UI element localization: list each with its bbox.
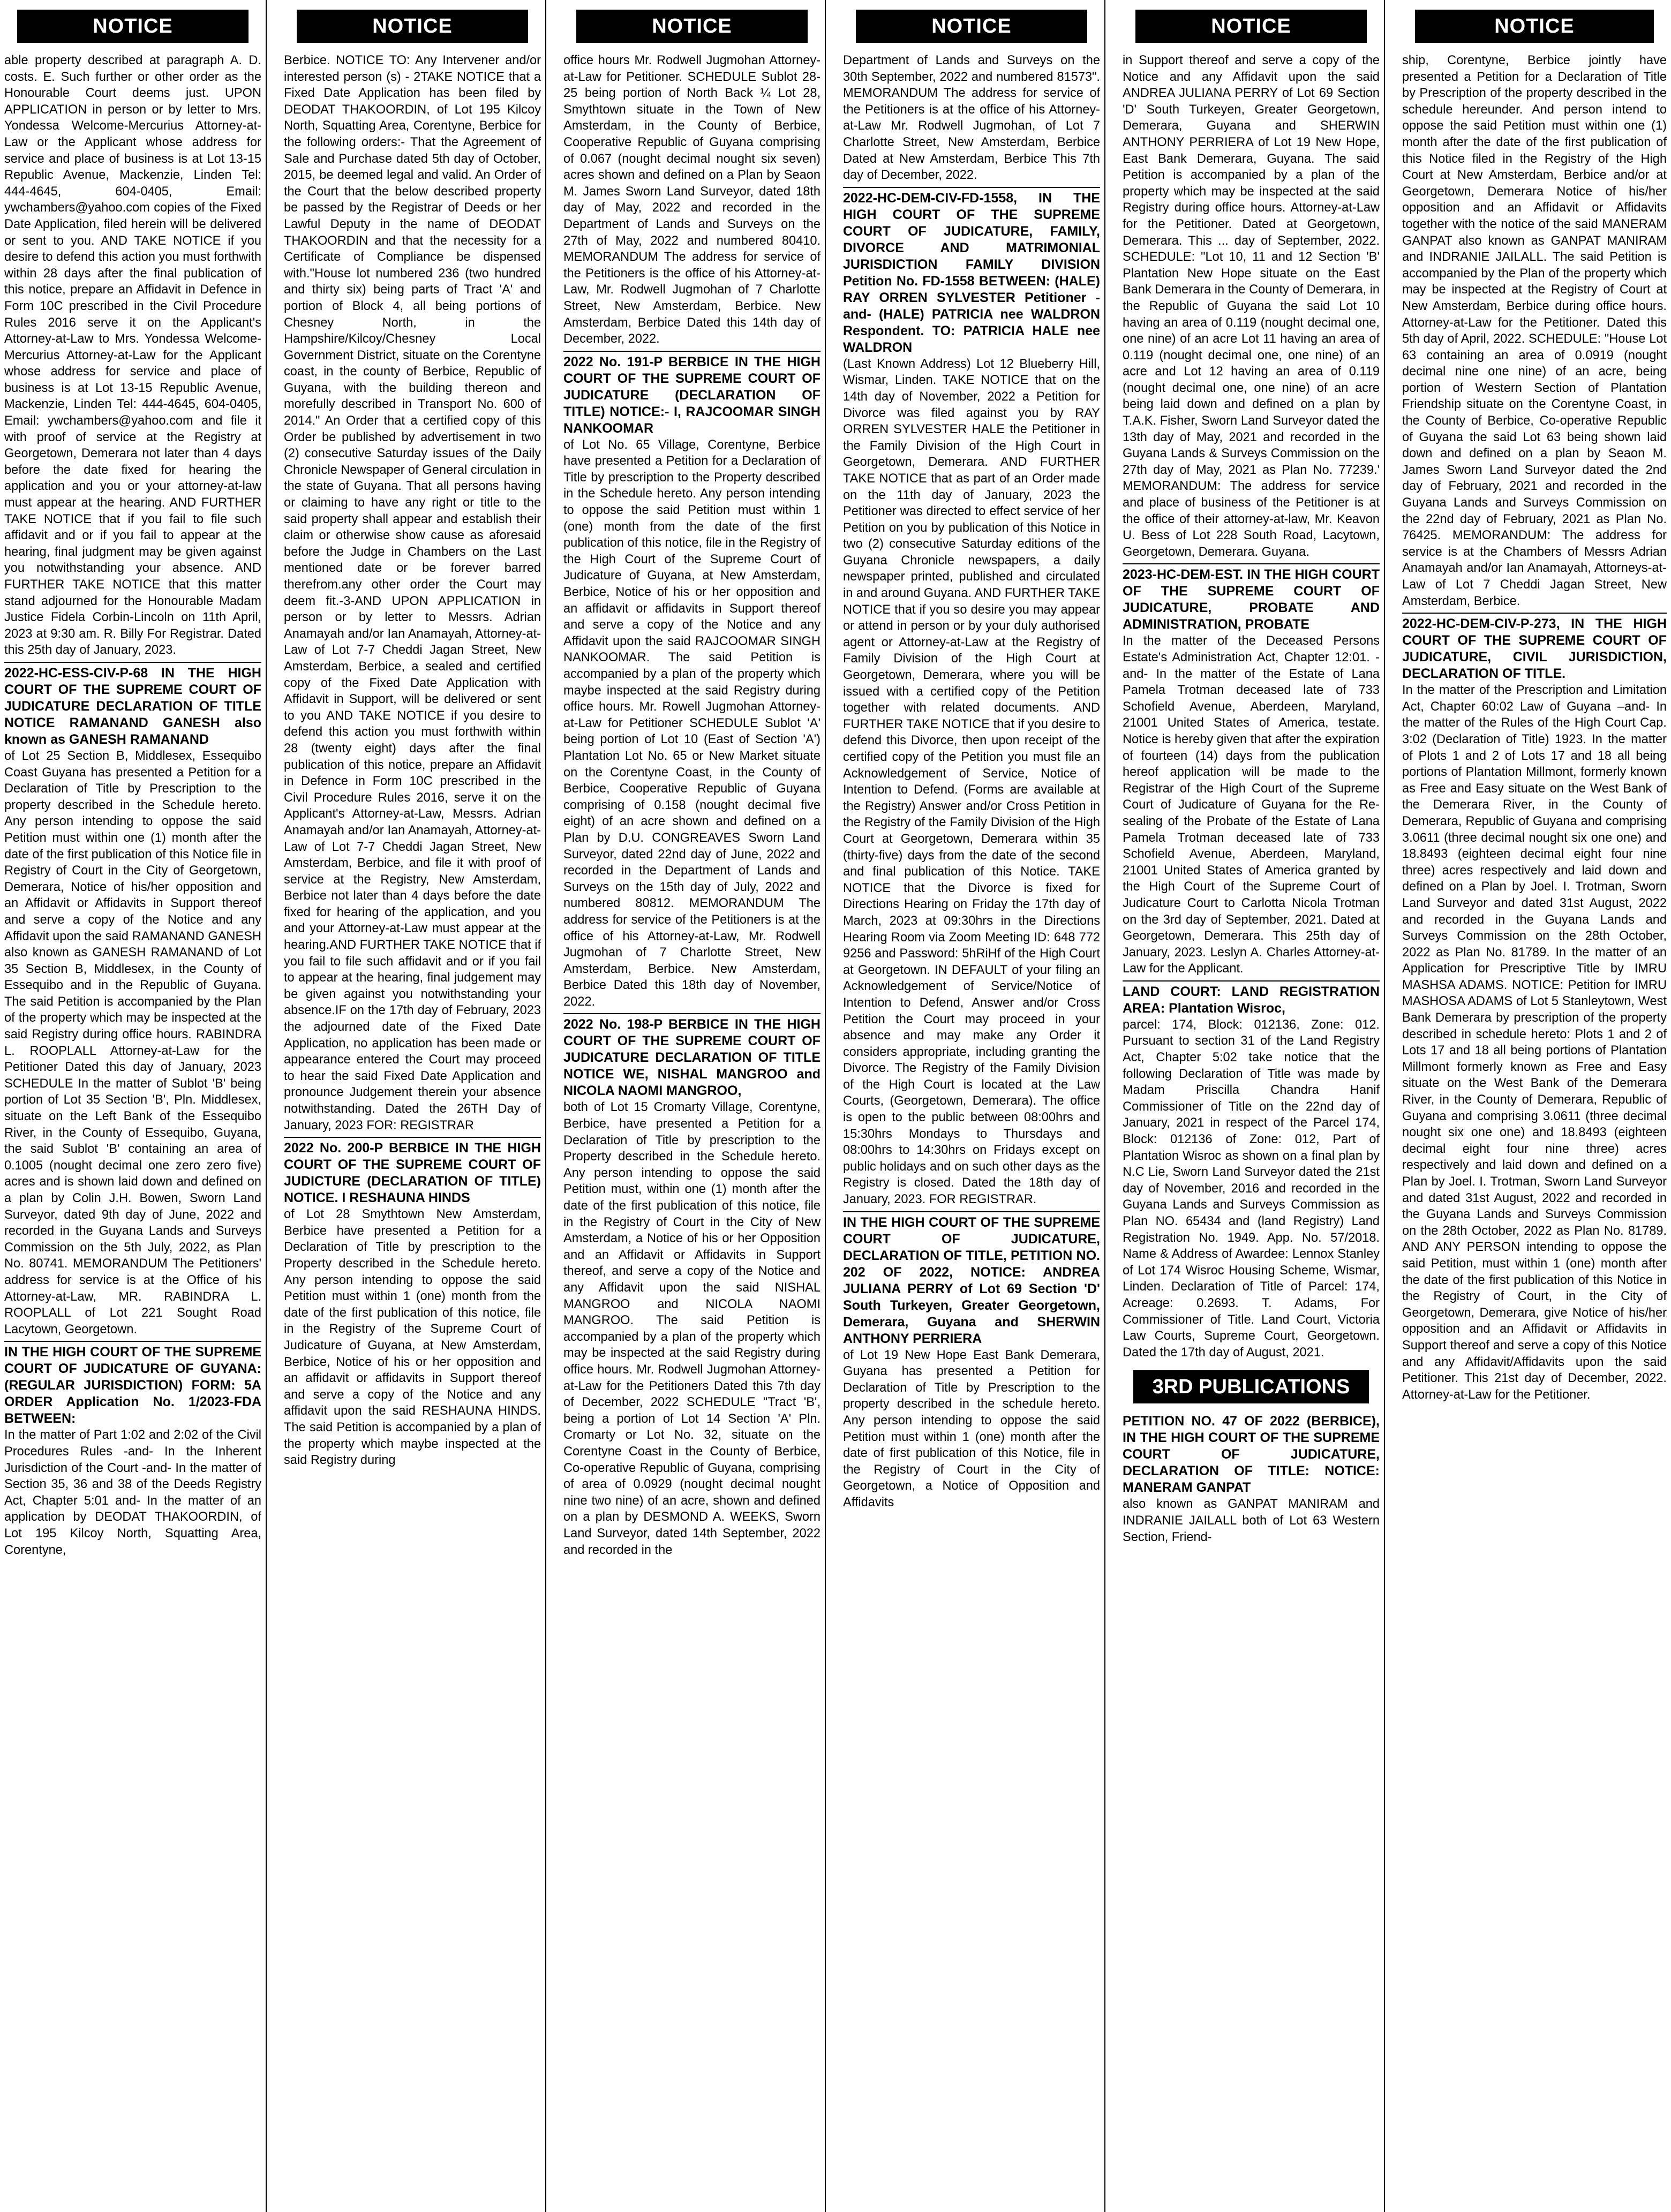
column-1 [0, 0, 267, 2212]
divider [563, 351, 821, 352]
divider [284, 1137, 541, 1138]
notice-text: of Lot No. 65 Village, Corentyne, Berbice have presented a Petition for a Declaration of Title by prescription to the Property described in the Schedule hereto. Any person intending to oppose the said Petition must within 1 (one) month from the date of the first publication of this notice, file in the Registry of the High Court of the Supreme Court of Judicature of Guyana, at New Amsterdam, Berbice, Notice of his or her opposition and an affidavit or affidavits in Support thereof and serve a copy of the Notice and any Affidavit upon the said RAJCOOMAR SINGH NANKOOMAR. The said Petition is accompanied by a plan of the property which maybe inspected at the said Registry during office hours. Mr. Rowell Jugmohan Attorney-at-Law for Petitioner SCHEDULE Sublot 'A' being portion of Lot 10 (East of Section 'A') Plantation Lot No. 65 or New Market situate on the Corentyne Coast, in the County of Berbice, Cooperative Republic of Guyana comprising of 0.158 (nought decimal five eight) of an acre shown and defined on a Plan by D.U. CONGREAVES Sworn Land Surveyor, dated 22nd day of June, 2022 and recorded in the Department of Lands and Surveys on the 15th day of July, 2022 and numbered 80812. MEMORANDUM The address for service of the Petitioners is at the office of his Attorney-at-Law, Mr. Rodwell Jugmohan of 7 Charlotte Street, New Amsterdam, Berbice. New Amsterdam, Berbice Dated this 18th day of November, 2022. [563, 437, 821, 1009]
column-3 [559, 0, 826, 2212]
divider [563, 1013, 821, 1014]
publications-header: 3RD PUBLICATIONS [1133, 1370, 1369, 1403]
notice-title: 2023-HC-DEM-EST. IN THE HIGH COURT OF THE SUPREME COURT OF JUDICATURE, PROBATE AND ADMINISTRATION, PROBATE [1123, 567, 1380, 632]
divider [1402, 613, 1667, 614]
divider [843, 187, 1100, 188]
divider [1123, 980, 1380, 982]
notice-body [1402, 52, 1667, 1403]
notice-text: both of Lot 15 Cromarty Village, Corentyne, Berbice, have presented a Petition for a Declaration of Title by prescription to the Property described in the Schedule hereto. Any person intending to oppose the said Petition must, within one (1) month after the date of the first publication of this notice, file in the Registry of Court in the City of New Amsterdam, a Notice of his or her Opposition and an Affidavit or Affidavits in Support thereof, and serve a copy of the Notice and any Affidavit upon the said NISHAL MANGROO and NICOLA NAOMI MANGROO. The said Petition is accompanied by a plan of the property which may be inspected at the said Registry during office hours. Mr. Rodwell Jugmohan Attorney-at-Law for the Petitioners Dated this 7th day of December, 2022 SCHEDULE "Tract 'B', being a portion of Lot 14 Section 'A' Pln. Cromarty or Lot No. 32, situate on the Corentyne Coast in the County of Berbice, Co-operative Republic of Guyana, comprising of area of 0.0929 (nought decimal nought nine two nine) of an acre, shown and defined on a plan by DESMOND A. WEEKS, Sworn Land Surveyor, dated 14th September, 2022 and recorded in the [563, 1100, 821, 1557]
notice-body [843, 52, 1100, 1511]
divider [1123, 563, 1380, 564]
notice-text: able property described at paragraph A. D. costs. E. Such further or other order as the Honourable Court deems just. UPON APPLICATION in person or by letter to Mrs. Yondessa Welcome-Mercurius Attorney-at-Law or the Applicant whose address for service and place of business is at Lot 13-15 Republic Avenue, Mackenzie, Linden Tel: 444-4645, 604-0405, Email: ywchambers@yahoo.com copies of the Fixed Date Application, filed herein will be delivered or sent to you. AND TAKE NOTICE if you desire to defend this action you must forthwith within 28 days after the final publication of this notice, prepare an Affidavit in Defence in Form 10C prescribed in the Civil Procedure Rules 2016 serve it on the Applicant's Attorney-at-Law to Mrs. Yondessa Welcome-Mercurius Attorney-at-Law for the Applicant whose address for service and place of business is at Lot 13-15 Republic Avenue, Mackenzie, Linden Tel: 444-4645, 604-0405, Email: ywchambers@yahoo.com and file it with proof of service at the Registry at Georgetown, Demerara not later than 4 days before the date fixed for hearing the application and you or your attorney-at-law must appear at the hearing. AND FURTHER TAKE NOTICE that if you fail to file such affidavit and or if you fail to appear at the hearing, final judgment may be given against you notwithstanding your absence. AND FURTHER TAKE NOTICE that this matter stand adjourned for the Honourable Madam Justice Fidela Corbin-Lincoln on 11th April, 2023 at 9:30 am. R. Billy For Registrar. Dated this 25th day of January, 2023. [4, 54, 261, 658]
notice-title: 2022-HC-DEM-CIV-P-273, IN THE HIGH COURT OF THE SUPREME COURT OF JUDICATURE, CIVIL JURISDICTION, DECLARATION OF TITLE. [1402, 616, 1667, 682]
notice-title: PETITION NO. 47 OF 2022 (BERBICE), IN THE HIGH COURT OF THE SUPREME COURT OF JUDICATURE, DECLARATION OF TITLE: NOTICE: MANERAM GANPAT [1123, 1414, 1380, 1496]
notice-header: NOTICE [1135, 10, 1367, 43]
notice-body [4, 52, 261, 1558]
notice-text: also known as GANPAT MANIRAM and INDRANIE JAILALL both of Lot 63 Western Section, Friend- [1123, 1497, 1380, 1544]
notice-title: 2022 No. 198-P BERBICE IN THE HIGH COURT OF THE SUPREME COURT OF JUDICATURE DECLARATION OF TITLE NOTICE WE, NISHAL MANGROO and NICOLA NAOMI MANGROO, [563, 1017, 821, 1099]
notice-text: ship, Corentyne, Berbice jointly have presented a Petition for a Declaration of Title by Prescription of the property described in the schedule hereunder. And person intend to oppose the said Petition must within one (1) month after the date of the first publication of this Notice filed in the Registry of the High Court at New Amsterdam, Berbice and/or at Georgetown, Demerara Notice of his/her opposition and an Affidavit or Affidavits together with the notice of the said MANERAM GANPAT also known as GANPAT MANIRAM and INDRANIE JAILALL. The said Petition is accompanied by the Plan of the property which may be inspected at the Registry of Court at New Amsterdam, Berbice during office hours. Attorney-at-Law for the Petitioner. Dated this 5th day of April, 2022. SCHEDULE: "House Lot 63 containing an area of 0.0919 (nought decimal nine one nine) of an acre, being portion of Western Section of Plantation Friendship situate on the Corentyne Coast, in the County of Berbice, Co-operative Republic of Guyana the said Lot 63 being shown laid down and defined on a plan by Seaon M. James Sworn Land Surveyor dated the 2nd day of February, 2021 and recorded in the Guyana Lands and Surveys Commission on the 22nd day of February, 2021 as Plan No. 76425. MEMORANDUM: The address for service is at the Chambers of Messrs Adrian Anamayah and/or Ian Anamayah, Attorneys-at-Law of Lot 7 Cheddi Jagan Street, New Amsterdam, Berbice. [1402, 54, 1667, 608]
notice-title: 2022 No. 191-P BERBICE IN THE HIGH COURT OF THE SUPREME COURT OF JUDICATURE (DECLARATION OF TITLE) NOTICE:- I, RAJCOOMAR SINGH NANKOOMAR [563, 354, 821, 436]
notice-text: In the matter of the Deceased Persons Estate's Administration Act, Chapter 12:01. -and- In the matter of the Estate of Lana Pamela Trotman deceased late of 733 Schofield Avenue, Aberdeen, Maryland, 21001 United States of America, testate. Notice is hereby given that after the expiration of fourteen (14) days from the publication hereof application will be made to the Registrar of the High Court of the Supreme Court of Judicature of Guyana for the Re-sealing of the Probate of the Estate of Lana Pamela Trotman deceased late of 733 Schofield Avenue, Aberdeen, Maryland, 21001 United States of America granted by the High Court of the Supreme Court of Judicature Court to Carlotta Nicola Trotman on the 3rd day of September, 2021. Dated at Georgetown, Demerara. This 25th day of January, 2023. Leslyn A. Charles Attorney-at-Law for the Applicant. [1123, 634, 1380, 976]
notice-title: 2022-HC-ESS-CIV-P-68 IN THE HIGH COURT OF THE SUPREME COURT OF JUDICATURE DECLARATION OF TITLE NOTICE RAMANAND GANESH also known as GANESH RAMANAND [4, 665, 261, 747]
notice-text: in Support thereof and serve a copy of the Notice and any Affidavit upon the said ANDREA JULIANA PERRY of Lot 69 Section 'D' South Turkeyen, Greater Georgetown, Demerara, Guyana and SHERWIN ANTHONY PERRIERA of Lot 19 New Hope, East Bank Demerara, Guyana. The said Petition is accompanied by a plan of the property which may be inspected at the said Registry during office hours. Attorney-at-Law for the Petitioner. Dated at Georgetown, Demerara. This ... day of September, 2022. SCHEDULE: "Lot 10, 11 and 12 Section 'B' Plantation New Hope situate on the East Bank Demerara in the County of Demerara, in the Republic of Guyana the said Lot 10 having an area of 0.119 (nought decimal one, one nine) of an acre Lot 11 having an area of 0.119 (nought decimal one, one nine) of an acre and Lot 12 having an area of 0.119 (nought decimal one, one nine) of an acre being laid down and defined on a plan by T.A.K. Fisher, Sworn Land Surveyor dated the 13th day of May, 2021 and recorded in the Guyana Lands & Surveys Commission on the 27th day of May, 2021 as Plan No. 77239.' MEMORANDUM: The address for service and place of business of the Petitioner is at the office of their attorney-at-law, Mr. Keavon U. Bess of Lot 228 South Road, Lacytown, Georgetown, Demerara. Guyana. [1123, 54, 1380, 559]
divider [4, 662, 261, 663]
column-5 [1118, 0, 1385, 2212]
column-6 [1398, 0, 1671, 2212]
notice-body [1123, 52, 1380, 1545]
notice-title: LAND COURT: LAND REGISTRATION AREA: Plantation Wisroc, [1123, 984, 1380, 1016]
notice-text: Department of Lands and Surveys on the 30th September, 2022 and numbered 81573". MEMORANDUM The address for service of the Petitioners is at the office of his Attorney-at-Law Mr. Rodwell Jugmohan, of Lot 7 Charlotte Street, New Amsterdam, Berbice Dated at New Amsterdam, Berbice This 7th day of December, 2022. [843, 54, 1100, 183]
notice-header: NOTICE [297, 10, 528, 43]
notice-header: NOTICE [856, 10, 1087, 43]
divider [4, 1341, 261, 1342]
notice-text: of Lot 19 New Hope East Bank Demerara, Guyana has presented a Petition for Declaration of Title by Prescription to the property described in the schedule hereto. Any person intending to oppose the said Petition must within 1 (one) month after the date of first publication of this Notice, file in the Registry of Court in the City of Georgetown, a Notice of Opposition and Affidavits [843, 1348, 1100, 1509]
notice-title: 2022-HC-DEM-CIV-FD-1558, IN THE HIGH COURT OF THE SUPREME COURT OF JUDICATURE, FAMILY, DIVORCE AND MATRIMONIAL JURISDICTION FAMILY DIVISION Petition No. FD-1558 BETWEEN: (HALE) RAY ORREN SYLVESTER Petitioner -and- (HALE) PATRICIA nee WALDRON Respondent. TO: PATRICIA HALE nee WALDRON [843, 190, 1100, 355]
notice-body [563, 52, 821, 1558]
notice-text: In the matter of Part 1:02 and 2:02 of the Civil Procedures Rules -and- In the Inherent Jurisdiction of the Court -and- In the matter of Section 35, 36 and 38 of the Deeds Registry Act, Chapter 5:01 and- In the matter of an application by DEODAT THAKOORDIN, of Lot 195 Kilcoy North, Squatting Area, Corentyne, [4, 1428, 261, 1557]
notice-text: office hours Mr. Rodwell Jugmohan Attorney-at-Law for Petitioner. SCHEDULE Sublot 28-25 being portion of North Back ¼ Lot 28, Smythtown situate in the Town of New Amsterdam, in the County of Berbice, Cooperative Republic of Guyana comprising of 0.067 (nought decimal nought six seven) acres shown and defined on a Plan by Seaon M. James Sworn Land Surveyor, dated 18th day of May, 2022 and recorded in the Department of Lands and Surveys on the 27th of May, 2022 and numbered 80410. MEMORANDUM The address for service of the Petitioners is the office of his Attorney-at-Law, Mr. Rodwell Jugmohan of 7 Charlotte Street, New Amsterdam, Berbice. New Amsterdam, Berbice Dated this 14th day of December, 2022. [563, 54, 821, 346]
notice-title: IN THE HIGH COURT OF THE SUPREME COURT OF JUDICATURE, DECLARATION OF TITLE, PETITION NO. 202 OF 2022, NOTICE: ANDREA JULIANA PERRY of Lot 69 Section 'D' South Turkeyen, Greater Georgetown, Demerara, Guyana and SHERWIN ANTHONY PERRIERA [843, 1214, 1100, 1346]
notice-header: NOTICE [17, 10, 249, 43]
notice-header: NOTICE [1415, 10, 1654, 43]
notice-header: NOTICE [576, 10, 808, 43]
notice-text: In the matter of the Prescription and Limitation Act, Chapter 60:02 Law of Guyana –and- In the matter of the Rules of the High Court Cap. 3:02 (Declaration of Title) 1923. In the matter of Plots 1 and 2 of Lots 17 and 18 all being portions of Plantation Millmont, formerly known as Free and Easy situate on the West Bank of the Demerara River, in the County of Demerara, Republic of Guyana and comprising 3.0611 (three decimal nought six one one) and 18.8493 (eighteen decimal eight four nine three) acres respectively and laid down and defined on a Plan by Joel. I. Trotman, Sworn Land Surveyor and dated 31st August, 2022 and recorded in the Guyana Lands and Surveys Commission on the 28th October, 2022 as Plan No. 81789. In the matter of an Application for Prescriptive Title by IMRU MASHSA ADAMS. NOTICE: Petition for IMRU MASHOSA ADAMS of Lot 5 Stanleytown, West Bank Demerara by prescription of the property described in schedule hereto: Plots 1 and 2 of Lots 17 and 18 all being portions of Plantation Millmont formerly known as Free and Easy situate on the West Bank of the Demerara River, in the County of Demerara, Republic of Guyana and comprising 3.0611 (three decimal nought six one one) and 18.8493 (eighteen decimal eight four nine three) acres respectively and laid down and defined on a Plan by Joel. I. Trotman, Sworn Land Surveyor and dated 31st August, 2022 and recorded in the Guyana Lands and Surveys Commission on the 28th October, 2022 as Plan No. 81789. AND ANY PERSON intending to oppose the said Petition, must within 1 (one) month after the date of the first publication of this Notice in the Registry of Court, in the City of Georgetown, Demerara, give Notice of his/her opposition and an Affidavit or Affidavits in Support thereof and serve a copy of this Notice and any Affidavit/Affidavits upon the said Petitioner. This 21st day of December, 2022. Attorney-at-Law for the Petitioner. [1402, 683, 1667, 1402]
notice-text: of Lot 28 Smythtown New Amsterdam, Berbice have presented a Petition for a Declaration of Title by prescription to the Property described in the Schedule hereto. Any person intending to oppose the said Petition must within 1 (one) month from the date of the first publication of this notice, file in the Registry of the Supreme Court of Judicature of Guyana, at New Amsterdam, Berbice, Notice of his or her opposition and an affidavit or affidavits in Support thereof and serve a copy of the Notice and any affidavit upon the said RESHAUNA HINDS. The said Petition is accompanied by a plan of the property which maybe inspected at the said Registry during [284, 1207, 541, 1468]
notice-text: Berbice. NOTICE TO: Any Intervener and/or interested person (s) - 2TAKE NOTICE that a Fixed Date Application has been filed by DEODAT THAKOORDIN, of Lot 195 Kilcoy North, Squatting Area, Corentyne, Berbice for the following orders:- That the Agreement of Sale and Purchase dated 5th day of October, 2015, be deemed legal and valid. An Order of the Court that the below described property be passed by the Registrar of Deeds or her Lawful Deputy in the name of DEODAT THAKOORDIN and that the necessity for a Certificate of Compliance be dispensed with."House lot numbered 236 (two hundred and thirty six) being parts of Tract 'A' and portion of Block 4, all being portions of Chesney North, in the Hampshire/Kilcoy/Chesney Local Government District, situate on the Corentyne coast, in the county of Berbice, Republic of Guyana, with the building thereon and morefully described in Transport No. 600 of 2014." An Order that a certified copy of this Order be published by advertisement in two (2) consecutive Saturday issues of the Daily Chronicle Newspaper of General circulation in the state of Guyana. That all persons having or claiming to have any right or title to the said property shall appear and establish their claim or otherwise show cause as aforesaid before the Judge in Chambers on the Last mentioned date or be forever barred therefrom.any other order the Court may deem fit.-3-AND UPON APPLICATION in person or by letter to Messrs. Adrian Anamayah and/or Ian Anamayah, Attorney-at-Law of Lot 7-7 Cheddi Jagan Street, New Amsterdam, Berbice, a sealed and certified copy of the Fixed Date Application with Affidavit in Support, will be delivered or sent to you AND TAKE NOTICE if you desire to defend this action you must forthwith within 28 (twenty eight) days after the final publication of this notice, prepare an Affidavit in Defence in Form 10C prescribed in the Civil Procedure Rules 2016, serve it on the Applicant's Attorney-at-Law, Messrs. Adrian Anamayah and/or Ian Anamayah, Attorney-at-Law of Lot 7-7 Cheddi Jagan Street, New Amsterdam, Berbice, and file it with proof of service at the Registry, New Amsterdam, Berbice not later than 4 days before the date fixed for hearing of the application, and you and your Attorney-at-Law must appear at the hearing.AND FURTHER TAKE NOTICE that if you fail to file such affidavit and or if you fail to appear at the hearing, final judgement may be given against you notwithstanding your absence.IF on the 17th day of February, 2023 the adjourned date of the Fixed Date Application, no application has been made or appearance entered the Court may proceed to hear the said Fixed Date Application and pronounce Judgement therein your absence notwithstanding. Dated the 26TH Day of January, 2023 FOR: REGISTRAR [284, 54, 541, 1133]
notice-title: IN THE HIGH COURT OF THE SUPREME COURT OF JUDICATURE OF GUYANA: (REGULAR JURISDICTION) FORM: 5A ORDER Application No. 1/2023-FDA BETWEEN: [4, 1345, 261, 1426]
notice-body [284, 52, 541, 1469]
notice-text: (Last Known Address) Lot 12 Blueberry Hill, Wismar, Linden. TAKE NOTICE that on the 14th day of November, 2022 a Petition for Divorce was filed against you by RAY ORREN SYLVESTER HALE the Petitioner in the Family Division of the High Court in Georgetown, Demerara. AND FURTHER TAKE NOTICE that as part of an Order made on the 11th day of January, 2023 the Petitioner was directed to effect service of her Petition on you by publication of this Notice in two (2) consecutive Saturday editions of the Guyana Chronicle newspapers, a daily newspaper printed, published and circulated in and around Guyana. AND FURTHER TAKE NOTICE that if you so desire you may appear or attend in person or by your duly authorised agent or Attorney-at-Law at the Registry of Family Division of the High Court at Georgetown, Demerara, where you will be issued with a certified copy of the Petition together with related documents. AND FURTHER TAKE NOTICE that if you desire to defend this Divorce, then upon receipt of the certified copy of the Petition you must file an Acknowledgement of Service, Notice of Intention to Defend. (Forms are available at the Registry) Answer and/or Cross Petition in the Registry of the Family Division of the High Court at Georgetown, Demerara within 35 (thirty-five) days from the date of the second and final publication of this Notice. TAKE NOTICE that the Divorce is fixed for Directions Hearing on Friday the 17th day of March, 2023 at 09:30hrs in the Directions Hearing Room via Zoom Meeting ID: 648 772 9256 and Password: 5hRiHf of the High Court at Georgetown. IN DEFAULT of your filing an Acknowledgement of Service/Notice of Intention to Defend, Answer and/or Cross Petition the Court may proceed in your absence and may make any Order it considers appropriate, including granting the Divorce. The Registry of the Family Division of the High Court is located at the Law Courts, (Georgetown, Demerara). The office is open to the public between 08:00hrs and 15:30hrs Mondays to Thursdays and 08:00hrs to 14:30hrs on Fridays except on public holidays and on such other days as the Registry is closed. Dated the 18th day of January, 2023. FOR REGISTRAR. [843, 357, 1100, 1207]
column-4 [839, 0, 1105, 2212]
divider [843, 1211, 1100, 1212]
notice-text: of Lot 25 Section B, Middlesex, Essequibo Coast Guyana has presented a Petition for a Declaration of Title by Prescription to the property described in the Schedule hereto. Any person intending to oppose the said Petition must within one (1) month after the date of the first publication of this Notice file in Registry of Court in the City of Georgetown, Demerara, Notice of his/her opposition and an Affidavit or Affidavits in Support thereof and serve a copy of the Notice and any Affidavit upon the said RAMANAND GANESH also known as GANESH RAMANAND of Lot 35 Section B, Middlesex, in the County of Essequibo and in the Republic of Guyana. The said Petition is accompanied by the Plan of the property which may be inspected at the said Registry during office hours. RABINDRA L. ROOPLALL Attorney-at-Law for the Petitioner Dated this day of January, 2023 SCHEDULE In the matter of Sublot 'B' being portion of Lot 35 Section 'B', Pln. Middlesex, situate on the Left Bank of the Essequibo River, in the County of Essequibo, Guyana, the said Sublot 'B' containing an area of 0.1005 (nought decimal one zero zero five) acres and is shown laid down and defined on a plan by Colin J.H. Bowen, Sworn Land Surveyor, dated 9th day of June, 2022 and recorded in the Guyana Lands and Surveys Commission on the 5th July, 2022, as Plan No. 80741. MEMORANDUM The Petitioners' address for service is at the Office of his Attorney-at-Law, MR. RABINDRA L. ROOPLALL of Lot 221 Sought Road Lacytown, Georgetown. [4, 749, 261, 1337]
column-2 [280, 0, 546, 2212]
notice-text: parcel: 174, Block: 012136, Zone: 012. Pursuant to section 31 of the Land Registry Act, Chapter 5:02 take notice that the following Declaration of Title was made by Madam Priscilla Chandra Hanif Commissioner of Title on the 22nd day of January, 2021 in respect of the Parcel 174, Block: 012136 of Zone: 012, Part of Plantation Wisroc as shown on a final plan by N.C Lie, Sworn Land Surveyor dated the 21st day of November, 2016 and recorded in the Guyana Lands and Surveys Commission as Plan NO. 65434 and (land Registry) Land Registration No. 1949. App. No. 57/2018. Name & Address of Awardee: Lennox Stanley of Lot 174 Wisroc Housing Scheme, Wismar, Linden. Declaration of Title of Parcel: 174, Acreage: 0.2693. T. Adams, For Commissioner of Title. Land Court, Victoria Law Courts, Supreme Court, Georgetown. Dated the 17th day of August, 2021. [1123, 1017, 1380, 1360]
notice-title: 2022 No. 200-P BERBICE IN THE HIGH COURT OF THE SUPREME COURT OF JUDICTURE (DECLARATION OF TITLE) NOTICE. I RESHAUNA HINDS [284, 1141, 541, 1206]
